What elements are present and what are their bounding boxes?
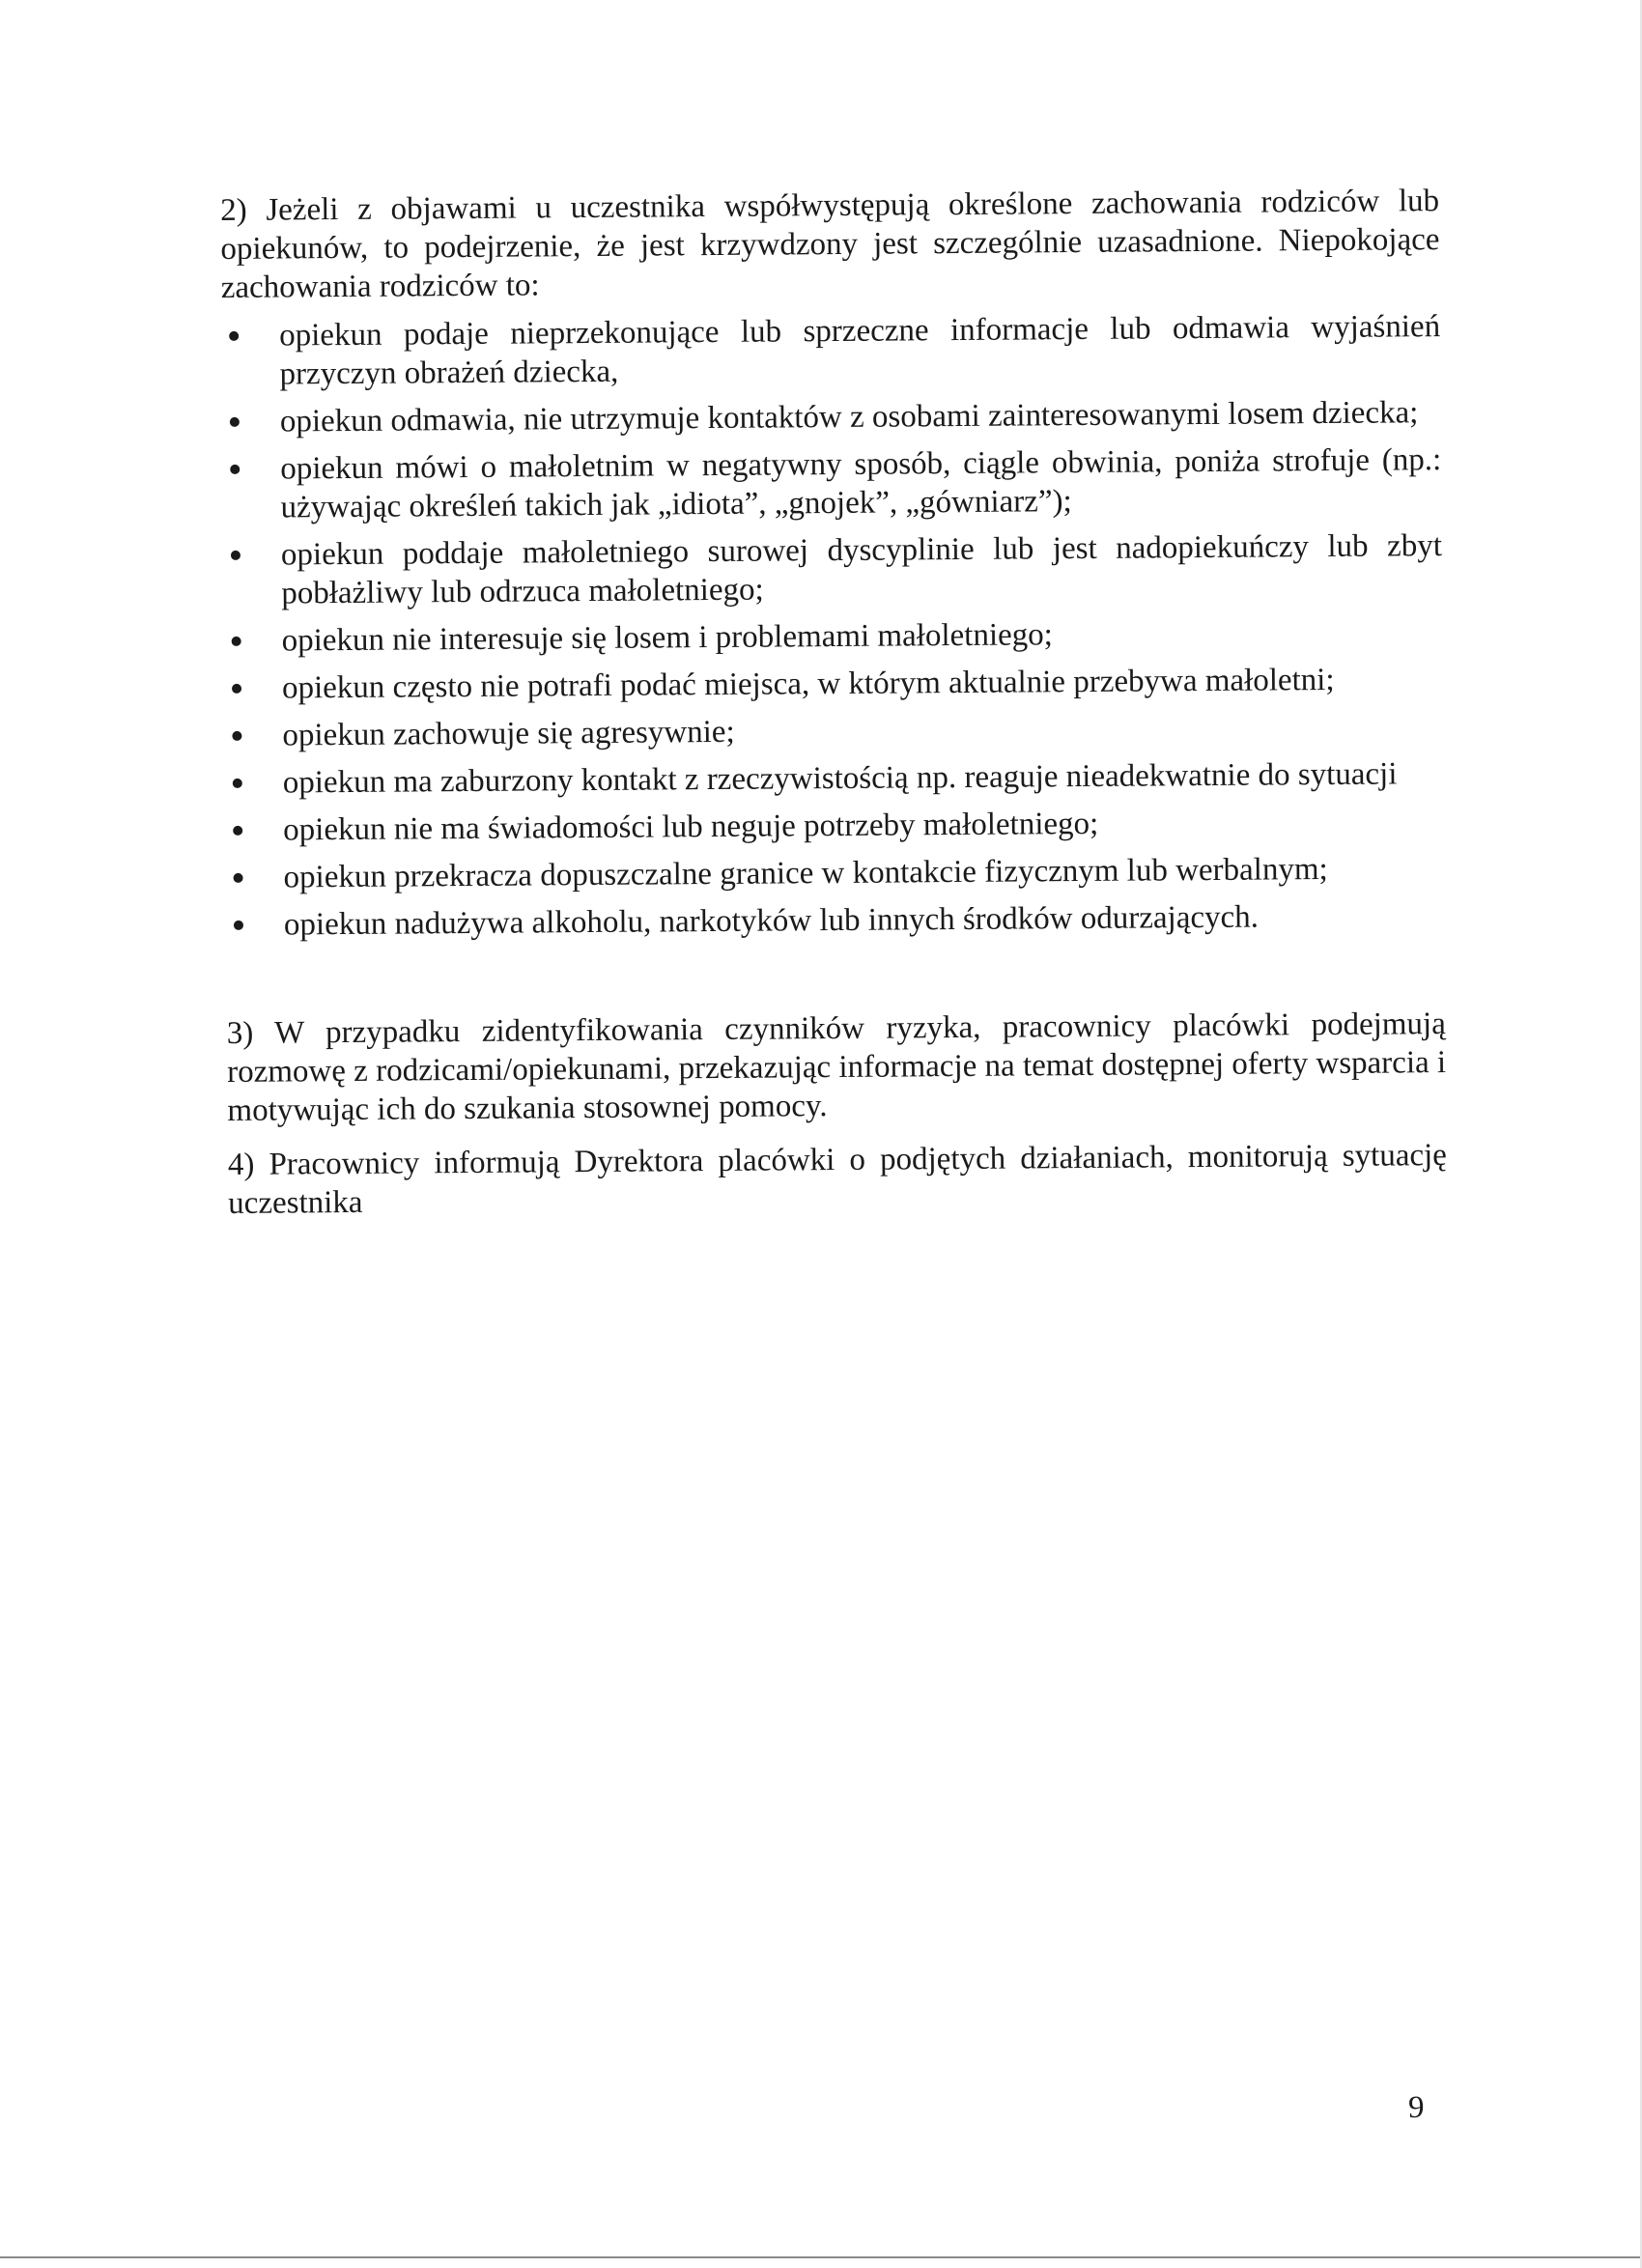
list-item [222,440,1442,527]
list-item-text: opiekun przekracza dopuszczalne granice w kontakcie fizycznym lub werbalnym; [283,852,1328,895]
list-item-text: opiekun często nie potrafi podać miejsca, w którym aktualnie przebywa małoletni; [281,662,1335,706]
list-item [225,802,1444,850]
bullet-icon [233,779,242,788]
list-item [224,612,1443,661]
list-item-text: opiekun nie ma świadomości lub neguje potrzeby małoletniego; [283,806,1099,848]
list-item-text: opiekun nadużywa alkoholu, narkotyków lub innych środków odurzających. [283,899,1260,943]
list-item-text: opiekun ma zaburzony kontakt z rzeczywistością np. reaguje nieadekwatnie do sytuacji [282,756,1398,801]
list-item-text: opiekun nie interesuje się losem i problemami małoletniego; [281,617,1054,659]
list-item [224,660,1443,708]
bullet-icon [230,417,240,427]
list-item [221,307,1441,394]
bullet-icon [234,921,243,930]
list-item-text: opiekun poddaje małoletniego surowej dyscyplinie lub jest nadopiekuńczy lub zbyt pobłażliwy lub odrzuca małoletniego; [280,528,1443,611]
list-item [225,849,1444,897]
bullet-icon [232,637,241,646]
bullet-icon [229,331,239,341]
list-item-text: opiekun odmawia, nie utrzymuje kontaktów z osobami zainteresowanymi losem dziecka; [279,395,1419,439]
bullet-icon [232,731,241,741]
bullet-icon [231,551,241,560]
section-3-paragraph: 3) W przypadku zidentyfikowania czynników ryzyka, pracownicy placówki podejmują rozmowę z rodzicami/opiekunami, przekazując informacje na temat dostępnej oferty wsparcia i motywując ich do szukania stosownej pomocy. [226,1006,1447,1128]
list-item [223,526,1443,613]
list-item-text: opiekun podaje nieprzekonujące lub sprzeczne informacje lub odmawia wyjaśnień przyczyn obrażeń dziecka, [279,309,1441,392]
list-item [225,754,1444,803]
bullet-icon [234,873,243,883]
page-content [220,182,1447,1223]
page-number: 9 [1408,2090,1425,2125]
list-item [222,393,1441,441]
section-4-paragraph: 4) Pracownicy informują Dyrektora placówki o podjętych działaniach, monitorują sytuację uczestnika [227,1138,1448,1221]
scan-edge-bottom [0,2256,1642,2258]
list-item [224,707,1443,755]
list-item [226,896,1445,945]
bullet-icon [230,465,240,474]
parent-behaviors-list [221,307,1445,945]
list-item-text: opiekun mówi o małoletnim w negatywny sposób, ciągle obwinia, poniża strofuje (np.: używając określeń takich jak „idiota”, „gnojek”, „gówniarz”); [280,442,1442,525]
bullet-icon [232,684,241,694]
bullet-icon [233,826,242,836]
list-item-text: opiekun zachowuje się agresywnie; [282,714,735,753]
section-2-intro: 2) Jeżeli z objawami u uczestnika współwystępują określone zachowania rodziców lub opiekunów, to podejrzenie, że jest krzywdzony jest szczególnie uzasadnione. Niepokojące zachowania rodziców to: [220,184,1440,305]
